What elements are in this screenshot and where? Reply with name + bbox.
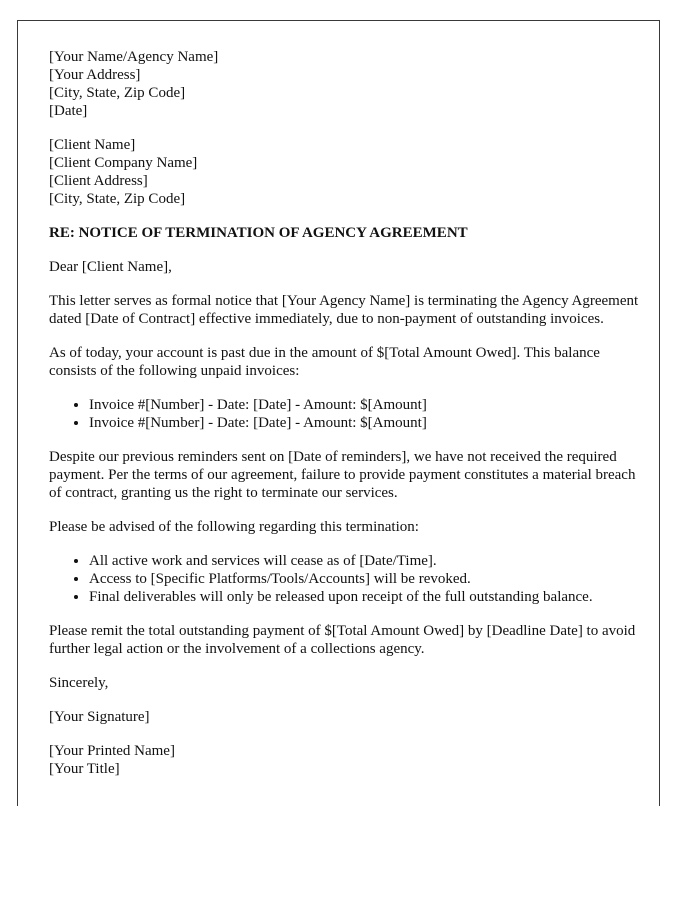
sender-name: [Your Name/Agency Name] — [49, 49, 219, 65]
sender-city-state-zip: [City, State, Zip Code] — [49, 85, 186, 101]
printed-name: [Your Printed Name] — [49, 743, 175, 759]
list-item: • Final deliverables will only be released upon receipt of the full outstanding balance. — [89, 588, 649, 606]
recipient-company: [Client Company Name] — [49, 155, 198, 171]
list-item: • Access to [Specific Platforms/Tools/Accounts] will be revoked. — [89, 570, 649, 588]
subject-line: RE: NOTICE OF TERMINATION OF AGENCY AGREEMENT — [49, 225, 468, 241]
sender-address: [Your Address] — [49, 67, 141, 83]
invoice-list — [49, 396, 649, 432]
list-item: • Invoice #[Number] - Date: [Date] - Amount: $[Amount] — [89, 414, 649, 432]
sender-block — [49, 48, 649, 120]
recipient-city-state-zip: [City, State, Zip Code] — [49, 191, 186, 207]
letter-date: [Date] — [49, 103, 88, 119]
recipient-block — [49, 136, 649, 208]
recipient-address: [Client Address] — [49, 173, 148, 189]
salutation: Dear [Client Name], — [49, 259, 172, 275]
paragraph-notice: This letter serves as formal notice that [Your Agency Name] is terminating the Agency Agreement dated [Date of Contract] effective immediately, due to non-payment of outstanding invoices. — [49, 293, 639, 327]
paragraph-advisory: Please be advised of the following regarding this termination: — [49, 519, 419, 535]
list-item: • All active work and services will cease as of [Date/Time]. — [89, 552, 649, 570]
termination-points-list — [49, 552, 649, 606]
list-item: • Invoice #[Number] - Date: [Date] - Amount: $[Amount] — [89, 396, 649, 414]
paragraph-balance: As of today, your account is past due in the amount of $[Total Amount Owed]. This balance consists of the following unpaid invoices: — [49, 345, 600, 379]
paragraph-reminders: Despite our previous reminders sent on [Date of reminders], we have not received the required payment. Per the terms of our agreement, failure to provide payment constitutes a material breach of contract, granting us the right to terminate our services. — [49, 449, 636, 501]
letter-body — [49, 48, 649, 778]
signature: [Your Signature] — [49, 709, 150, 725]
signer-block — [49, 742, 649, 778]
paragraph-remit: Please remit the total outstanding payment of $[Total Amount Owed] by [Deadline Date] to avoid further legal action or the involvement of a collections agency. — [49, 623, 636, 657]
letter-page — [17, 20, 660, 806]
recipient-name: [Client Name] — [49, 137, 136, 153]
signer-title: [Your Title] — [49, 761, 120, 777]
closing: Sincerely, — [49, 675, 109, 691]
